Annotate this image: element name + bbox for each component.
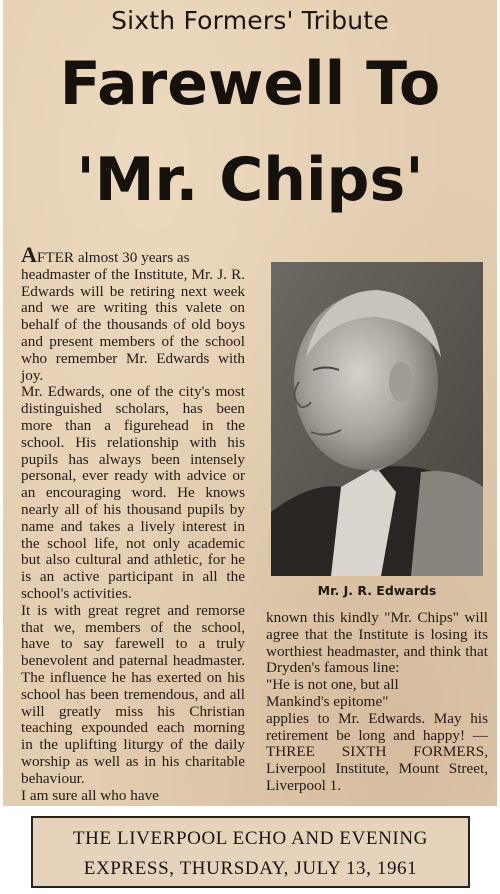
article-kicker: Sixth Formers' Tribute (111, 6, 389, 35)
photo-caption: Mr. J. R. Edwards (317, 583, 437, 598)
newspaper-masthead (31, 816, 470, 888)
article-column-1 (21, 242, 245, 804)
newspaper-clipping (3, 0, 497, 806)
portrait-photo (271, 262, 483, 576)
portrait-image (271, 262, 483, 576)
article-column-2: known this kindly "Mr. Chips" will agree that the Institute is losing its worthiest headmaster, and think that Dryden's famous line: "He is not one, but all Mankind's epitome" applies to Mr. Edwards. May his retirement be long and happy! — THREE SIXTH FORMERS, Liverpool Institute, Mount Street, Liverpool 1. (266, 609, 488, 794)
masthead-line-1: THE LIVERPOOL ECHO AND EVENING (72, 828, 429, 849)
headline-line-1: Farewell To (59, 49, 441, 119)
drop-cap: A (21, 242, 37, 267)
masthead-line-2: EXPRESS, THURSDAY, JULY 13, 1961 (83, 858, 418, 879)
column-1-text: FTER almost 30 years as headmaster of the Institute, Mr. J. R. Edwards will be retiring next week and we are writing this valete on behalf of the thousands of old boys and present members of the school who remember Mr. Edwards with joy. Mr. Edwards, one of the city's most distinguished scholars, has been more than a figurehead in the school. His relationship with his pupils has always been intensely personal, ever ready with advice or an encouraging word. He knows nearly all of his thousand pupils by name and takes a lively interest in the school life, not only academic but also cultural and athletic, for he is an active participant in all the school's activities. It is with great regret and remorse that we, members of the school, have to say farewell to a truly benevolent and paternal headmaster. The influence he has exerted on his school has been tremendous, and all will greatly miss his Christian teaching expounded each morning in the uplifting liturgy of the daily worship as well as in his charitable behaviour. I am sure all who have (21, 249, 245, 804)
headline-line-2: 'Mr. Chips' (76, 145, 424, 215)
